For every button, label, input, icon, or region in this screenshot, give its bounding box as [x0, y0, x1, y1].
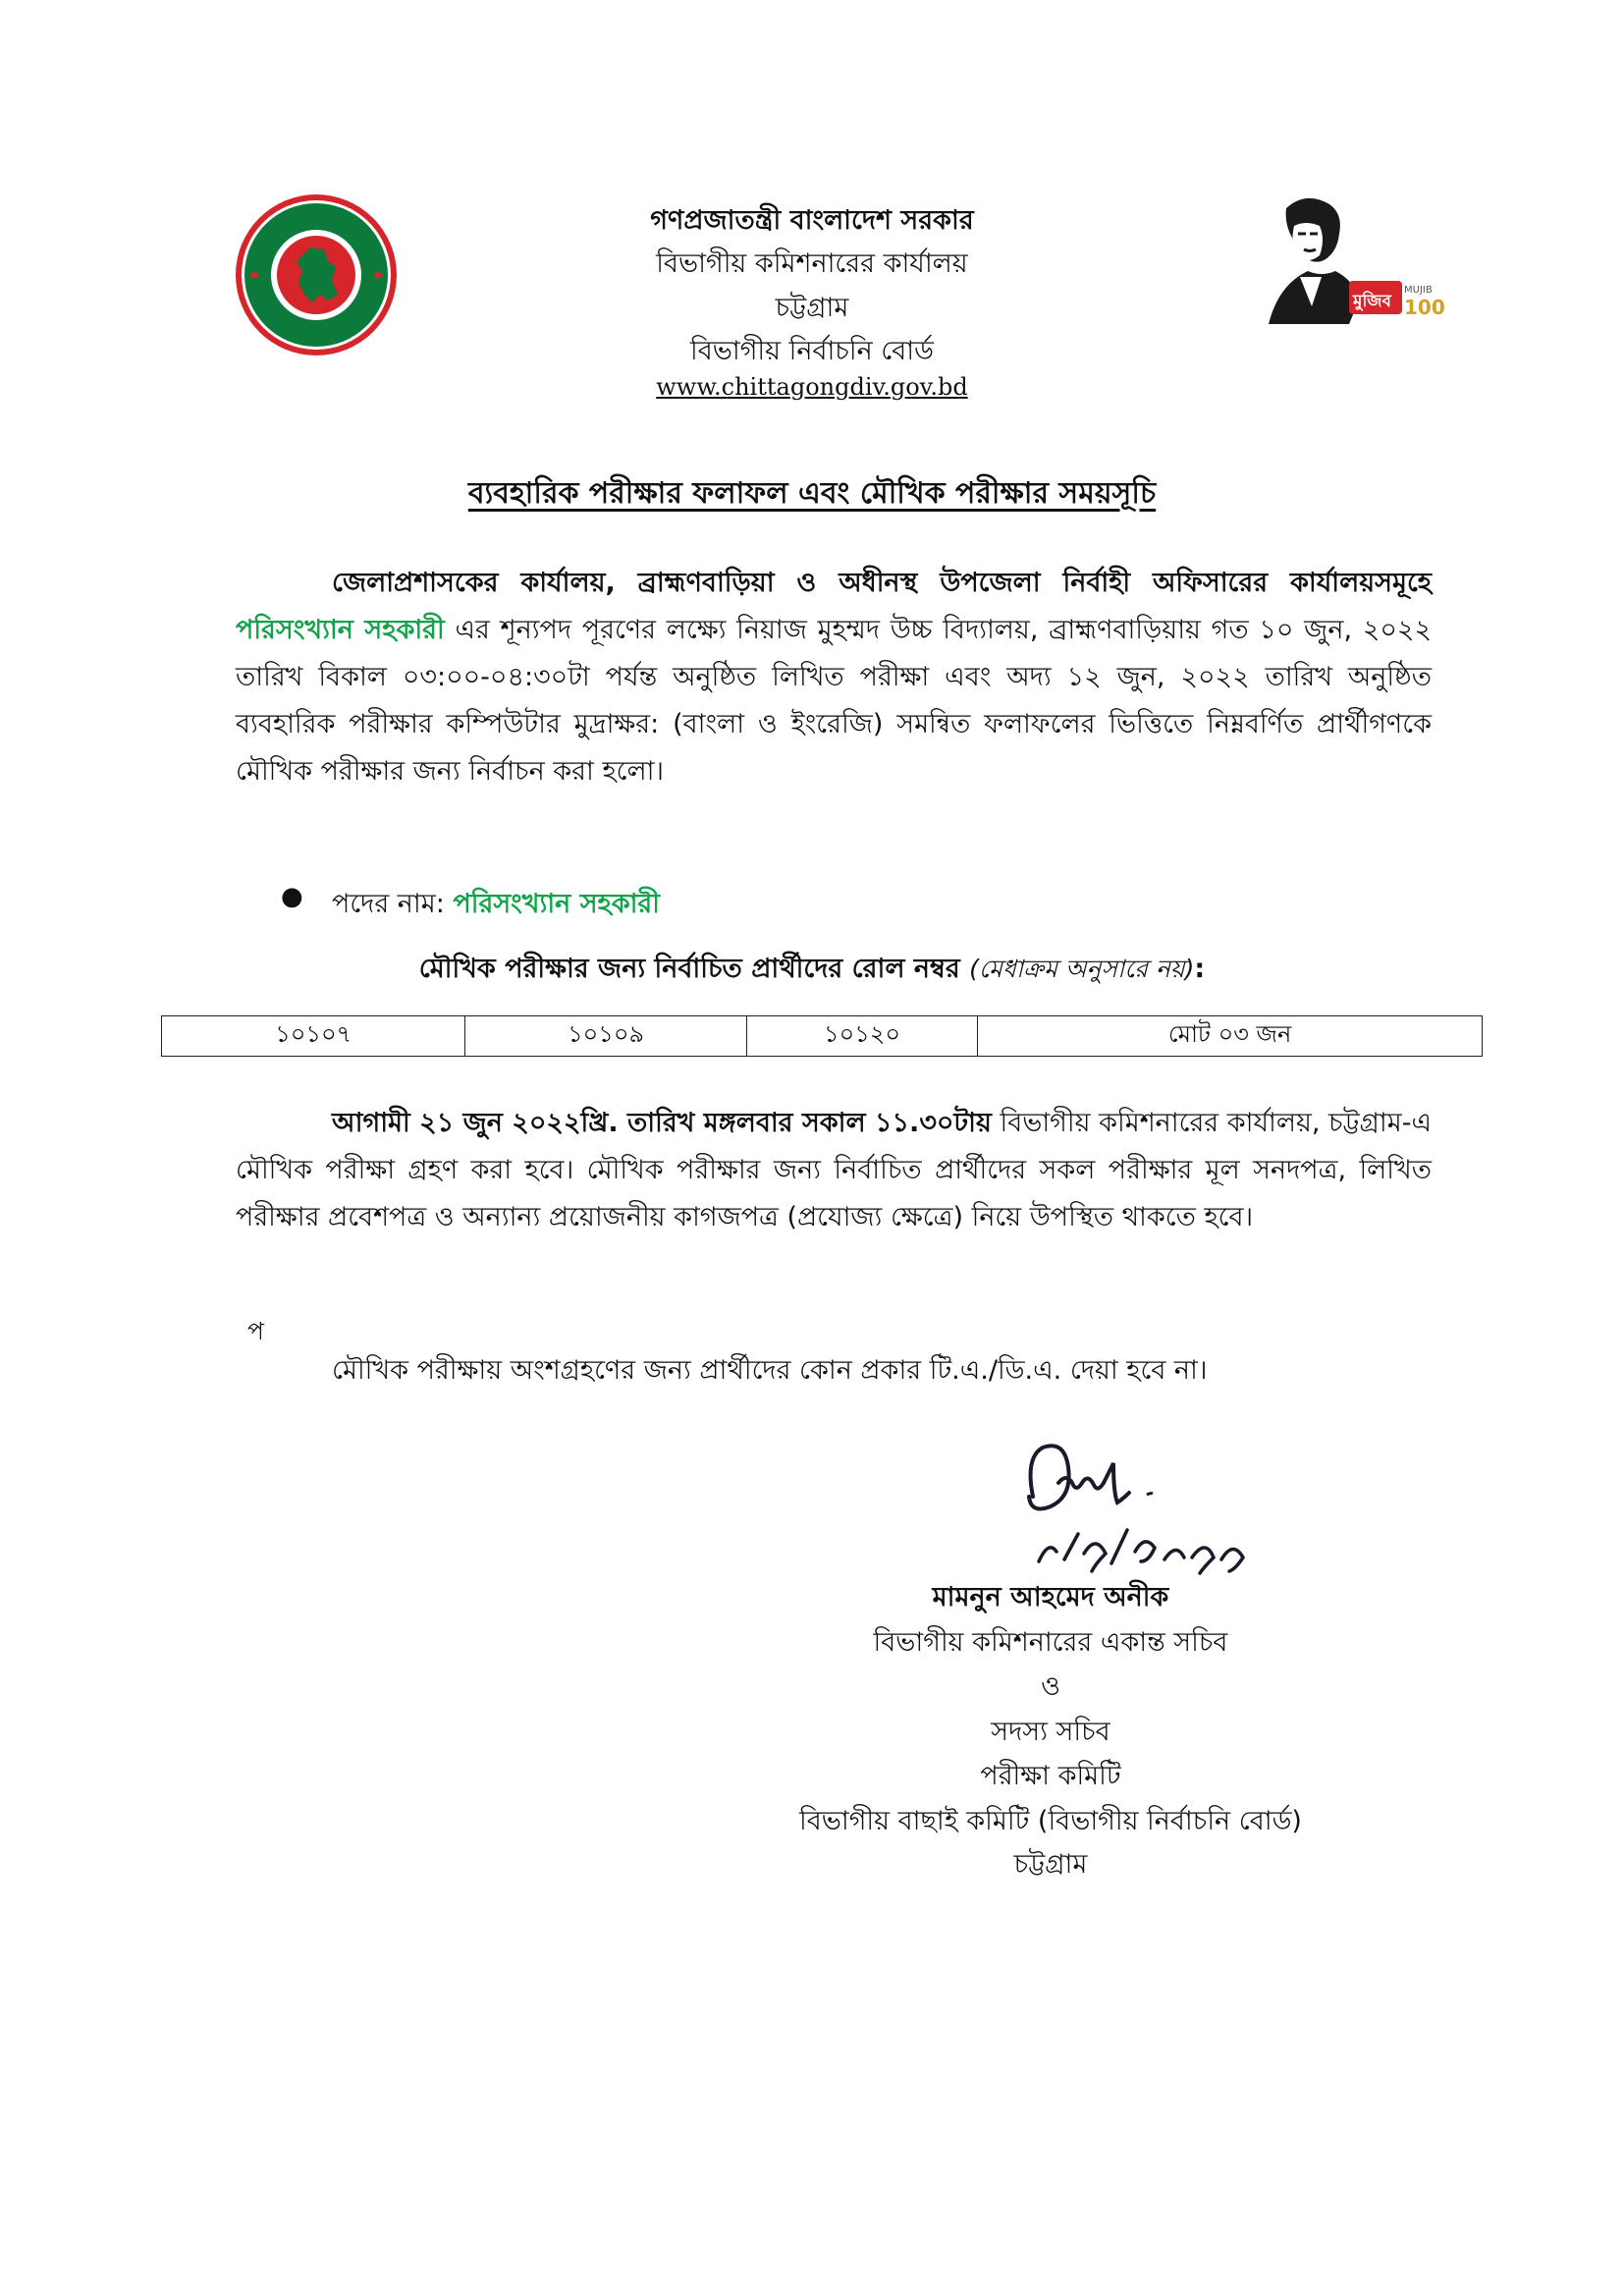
- government-name: গণপ্রজাতন্ত্রী বাংলাদেশ সরকার: [650, 205, 974, 236]
- ta-da-note: মৌখিক পরীক্ষায় অংশগ্রহণের জন্য প্রার্থীদের কোন প্রকার টি.এ./ডি.এ. দেয়া হবে না।: [332, 1355, 1208, 1386]
- signatory-name: মামনুন আহমেদ অনীক: [932, 1582, 1169, 1613]
- table-row: [162, 1016, 1483, 1057]
- mujib-number: 100: [1404, 296, 1445, 319]
- schedule-lead: আগামী ২১ জুন ২০২২খ্রি. তারিখ মঙ্গলবার সকাল ১১.৩০টায়: [332, 1108, 992, 1138]
- intro-post-name: পরিসংখ্যান সহকারী: [236, 615, 445, 645]
- total-cell: মোট ০৩ জন: [978, 1016, 1483, 1057]
- roll-heading-colon: :: [1194, 954, 1206, 984]
- document-title-wrapper: [0, 469, 1624, 519]
- signatory-designation: বিভাগীয় কমিশনারের একান্ত সচিব: [873, 1627, 1228, 1658]
- schedule-body: বিভাগীয় কমিশনারের কার্যালয়, চট্টগ্রাম-এ মৌখিক পরীক্ষা গ্রহণ করা হবে। মৌখিক পরীক্ষার জন্য নির্বাচিত প্রার্থীদের সকল পরীক্ষার মূল সনদপত্র, লিখিত পরীক্ষার প্রবেশপত্র ও অন্যান্য প্রয়োজনীয় কাগজপত্র (প্রযোজ্য ক্ষেত্রে) নিয়ে উপস্থিত থাকতে হবে।: [236, 1108, 1432, 1232]
- city-name: চট্টগ্রাম: [775, 293, 849, 323]
- roll-heading-note: (মেধাক্রম অনুসারে নয়): [969, 955, 1195, 983]
- signatory-designation: ও: [1041, 1671, 1060, 1702]
- roll-cell: ১০১০৯: [465, 1016, 746, 1057]
- roll-number-table: [161, 1015, 1483, 1057]
- signatory-designation: চট্টগ্রাম: [1013, 1849, 1088, 1880]
- post-value: পরিসংখ্যান সহকারী: [453, 889, 661, 919]
- post-label: পদের নাম:: [332, 889, 454, 919]
- office-name: বিভাগীয় কমিশনারের কার্যালয়: [656, 248, 968, 279]
- stray-character: প: [247, 1317, 264, 1345]
- intro-paragraph: [236, 560, 1432, 795]
- signatory-designation: সদস্য সচিব: [991, 1717, 1110, 1747]
- mujib-text-en: MUJIB: [1404, 285, 1433, 296]
- website-link-wrapper: [0, 373, 1624, 401]
- document-title: ব্যবহারিক পরীক্ষার ফলাফল এবং মৌখিক পরীক্ষার সময়সূচি: [467, 476, 1157, 511]
- handwritten-signature: [1000, 1434, 1304, 1601]
- roll-cell: ১০১০৭: [162, 1016, 465, 1057]
- roll-heading: [0, 949, 1624, 993]
- intro-body: এর শূন্যপদ পূরণের লক্ষ্যে নিয়াজ মুহম্মদ উচ্চ বিদ্যালয়, ব্রাহ্মণবাড়িয়ায় গত ১০ জুন, ২০২২ তারিখ বিকাল ০৩:০০-০৪:৩০টা পর্যন্ত অনুষ্ঠিত লিখিত পরীক্ষা এবং অদ্য ১২ জুন, ২০২২ তারিখ অনুষ্ঠিত ব্যবহারিক পরীক্ষার কম্পিউটার মুদ্রাক্ষর: (বাংলা ও ইংরেজি) সমন্বিত ফলাফলের ভিত্তিতে নিম্নবর্ণিত প্রার্থীগণকে মৌখিক পরীক্ষার জন্য নির্বাচন করা হলো।: [236, 615, 1432, 787]
- roll-heading-main: মৌখিক পরীক্ষার জন্য নির্বাচিত প্রার্থীদের রোল নম্বর: [418, 954, 970, 984]
- board-name: বিভাগীয় নির্বাচনি বোর্ড: [690, 336, 934, 366]
- intro-lead: জেলাপ্রশাসকের কার্যালয়, ব্রাহ্মণবাড়িয়া ও অধীনস্থ উপজেলা নির্বাহী অফিসারের কার্যালয়সমূহে: [332, 568, 1432, 598]
- schedule-paragraph: [236, 1100, 1432, 1241]
- roll-cell: ১০১২০: [746, 1016, 977, 1057]
- website-link[interactable]: www.chittagongdiv.gov.bd: [656, 373, 968, 401]
- bullet-icon: ●: [281, 882, 303, 911]
- mujib-text-bn: মুজিব: [1353, 292, 1391, 311]
- signatory-designation: বিভাগীয় বাছাই কমিটি (বিভাগীয় নির্বাচনি বোর্ড): [799, 1806, 1302, 1836]
- signatory-designation: পরীক্ষা কমিটি: [980, 1761, 1121, 1791]
